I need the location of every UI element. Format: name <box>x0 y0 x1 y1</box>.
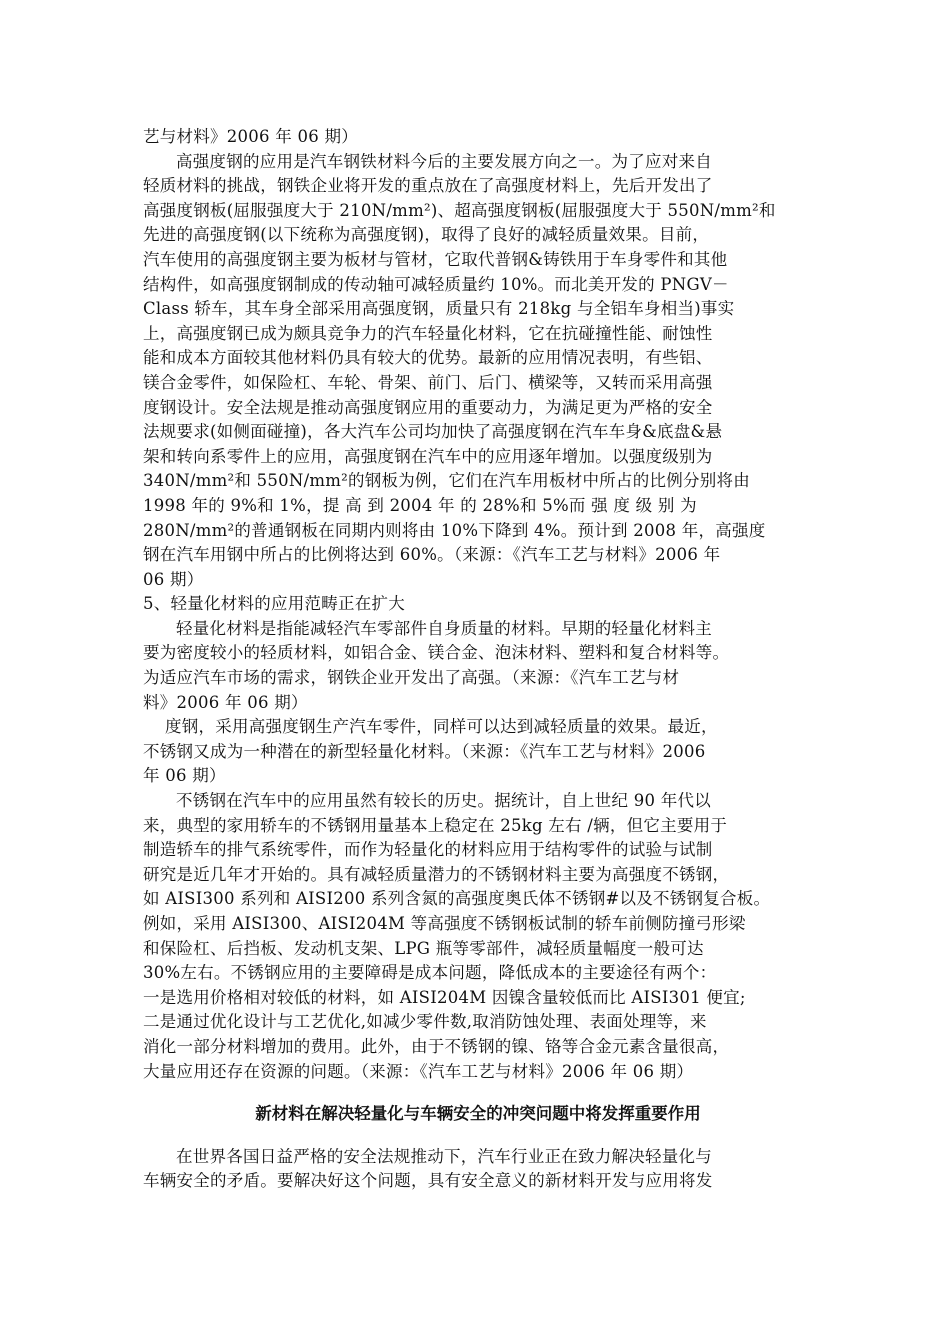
text-line: 料》2006 年 06 期） <box>143 692 308 712</box>
text-line: Class 轿车，其车身全部采用高强度钢，质量只有 218kg 与全铝车身相当)事实 <box>143 299 735 319</box>
text-line: 轻质材料的挑战，钢铁企业将开发的重点放在了高强度材料上，先后开发出了 <box>143 176 713 196</box>
text-line: 架和转向系零件上的应用，高强度钢在汽车中的应用逐年增加。以强度级别为 <box>143 446 713 466</box>
text-line: 度钢设计。安全法规是推动高强度钢应用的重要动力，为满足更为严格的安全 <box>143 397 713 417</box>
text-line: 不锈钢又成为一种潜在的新型轻量化材料。（来源：《汽车工艺与材料》2006 <box>143 741 706 761</box>
text-line: 能和成本方面较其他材料仍具有较大的优势。最新的应用情况表明，有些铝、 <box>143 348 713 368</box>
text-line: 340N/mm²和 550N/mm²的钢板为例，它们在汽车用板材中所占的比例分别将由 <box>143 471 751 491</box>
article-heading: 新材料在解决轻量化与车辆安全的冲突问题中将发挥重要作用 <box>255 1104 701 1124</box>
text-line: 在世界各国日益严格的安全法规推动下，汽车行业正在致力解决轻量化与 <box>176 1146 712 1166</box>
text-line: 为适应汽车市场的需求，钢铁企业开发出了高强。（来源：《汽车工艺与材 <box>143 668 680 688</box>
text-line: 来，典型的家用轿车的不锈钢用量基本上稳定在 25kg 左右 /辆，但它主要用于 <box>143 815 728 835</box>
text-line: 制造轿车的排气系统零件，而作为轻量化的材料应用于结构零件的试验与试制 <box>143 840 713 860</box>
text-line: 例如，采用 AISI300、AISI204M 等高强度不锈钢板试制的轿车前侧防撞弓形梁 <box>143 914 746 933</box>
text-line: 钢在汽车用钢中所占的比例将达到 60%。（来源：《汽车工艺与材料》2006 年 <box>143 545 721 565</box>
text-line: 不锈钢在汽车中的应用虽然有较长的历史。据统计，自上世纪 90 年代以 <box>176 791 711 811</box>
text-line: 一是选用价格相对较低的材料，如 AISI204M 因镍含量较低而比 AISI301 便宜; <box>143 987 746 1007</box>
text-line: 二是通过优化设计与工艺优化,如减少零件数,取消防蚀处理、表面处理等，来 <box>143 1012 707 1032</box>
text-line: 镁合金零件，如保险杠、车轮、骨架、前门、后门、横梁等，又转而采用高强 <box>143 372 713 392</box>
text-line: 上，高强度钢已成为颇具竞争力的汽车轻量化材料，它在抗碰撞性能、耐蚀性 <box>143 323 713 343</box>
text-line: 度钢，采用高强度钢生产汽车零件，同样可以达到减轻质量的效果。最近， <box>165 717 718 737</box>
text-line: 先进的高强度钢(以下统称为高强度钢)，取得了良好的减轻质量效果。目前， <box>143 225 710 245</box>
text-line: 消化一部分材料增加的费用。此外，由于不锈钢的镍、铬等合金元素含量很高， <box>143 1036 730 1056</box>
text-line: 汽车使用的高强度钢主要为板材与管材，它取代普钢&铸铁用于车身零件和其他 <box>143 249 728 269</box>
text-line: 如 AISI300 系列和 AISI200 系列含氮的高强度奥氏体不锈钢#以及不锈钢复合板。 <box>143 889 771 909</box>
text-line: 结构件，如高强度钢制成的传动轴可减轻质量约 10%。而北美开发的 PNGV－ <box>143 274 729 294</box>
text-line: 法规要求(如侧面碰撞)，各大汽车公司均加快了高强度钢在汽车车身&底盘&悬 <box>143 422 723 442</box>
section-title: 5、轻量化材料的应用范畴正在扩大 <box>143 594 405 614</box>
paragraph-stainless-intro <box>143 715 813 789</box>
text-line: 06 期） <box>143 569 204 589</box>
text-line: 研究是近几年才开始的。具有减轻质量潜力的不锈钢材料主要为高强度不锈钢， <box>143 864 730 884</box>
text-line: 要为密度较小的轻质材料，如铝合金、镁合金、泡沫材料、塑料和复合材料等。 <box>143 643 730 663</box>
text-line: 艺与材料》2006 年 06 期） <box>143 127 358 146</box>
text-line: 和保险杠、后挡板、发动机支架、LPG 瓶等零部件，减轻质量幅度一般可达 <box>143 938 704 958</box>
text-line: 高强度钢板(屈服强度大于 210N/mm²)、超高强度钢板(屈服强度大于 550N/mm²和 <box>143 200 776 220</box>
text-line: 高强度钢的应用是汽车钢铁材料今后的主要发展方向之一。为了应对来自 <box>176 151 712 171</box>
text-line: 车辆安全的矛盾。要解决好这个问题，具有安全意义的新材料开发与应用将发 <box>143 1171 713 1191</box>
paragraph-high-strength-steel <box>143 125 813 617</box>
text-line: 大量应用还存在资源的问题。（来源：《汽车工艺与材料》2006 年 06 期） <box>143 1061 694 1081</box>
text-line: 1998 年的 9%和 1%，提 高 到 2004 年 的 28%和 5%而 强 度 级 别 为 <box>143 495 697 515</box>
paragraph-stainless-steel <box>143 789 813 1084</box>
text-line: 280N/mm²的普通钢板在同期内则将由 10%下降到 4%。预计到 2008 年，高强度 <box>143 520 766 540</box>
text-line: 年 06 期） <box>143 766 226 786</box>
text-line: 轻量化材料是指能减轻汽车零部件自身质量的材料。早期的轻量化材料主 <box>176 618 712 638</box>
paragraph-lightweight-materials <box>143 617 813 715</box>
paragraph-safety <box>143 1145 813 1194</box>
text-line: 30%左右。不锈钢应用的主要障碍是成本问题，降低成本的主要途径有两个： <box>143 963 717 983</box>
document-page <box>143 125 813 1194</box>
